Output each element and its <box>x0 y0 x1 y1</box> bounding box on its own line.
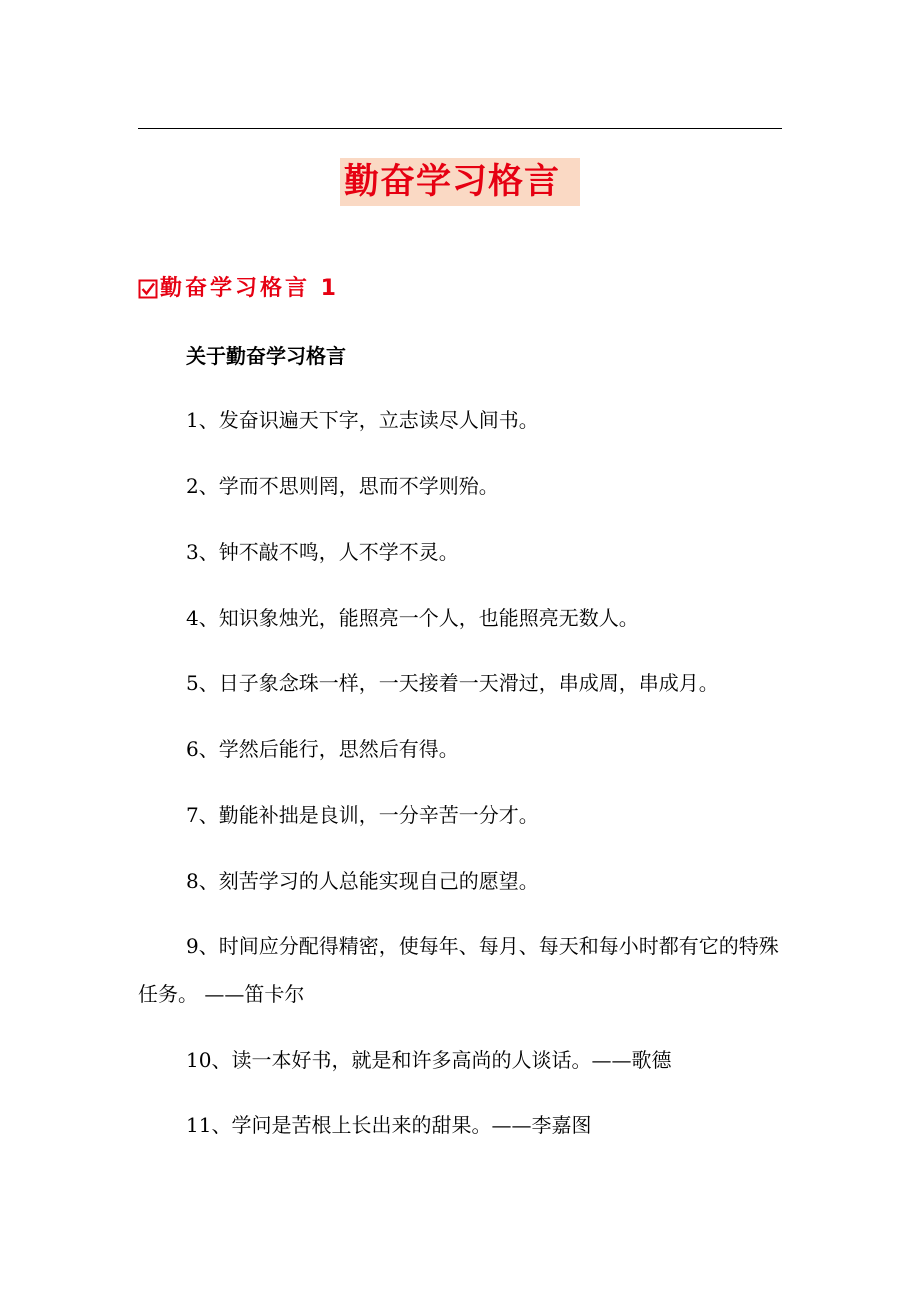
quote-item: 5、日子象念珠一样，一天接着一天滑过，串成周，串成月。 <box>186 671 719 695</box>
checkbox-checked-icon <box>138 279 158 299</box>
quote-item: 9、时间应分配得精密，使每年、每月、每天和每小时都有它的特殊任务。 ——笛卡尔 <box>138 934 779 1006</box>
subheading: 关于勤奋学习格言 <box>186 344 346 368</box>
quote-item: 11、学问是苦根上长出来的甜果。——李嘉图 <box>186 1113 592 1137</box>
section-heading <box>138 272 339 306</box>
title-container <box>0 158 920 206</box>
quote-item: 7、勤能补拙是良训，一分辛苦一分才。 <box>186 803 539 827</box>
quote-item: 6、学然后能行，思然后有得。 <box>186 737 459 761</box>
quote-item: 8、刻苦学习的人总能实现自己的愿望。 <box>186 869 539 893</box>
section-heading-text: 勤奋学习格言 1 <box>160 276 339 301</box>
quote-item: 1、发奋识遍天下字，立志读尽人间书。 <box>186 408 539 432</box>
quote-item: 3、钟不敲不鸣，人不学不灵。 <box>186 540 459 564</box>
quote-item: 2、学而不思则罔，思而不学则殆。 <box>186 474 499 498</box>
quote-item: 10、读一本好书，就是和许多高尚的人谈话。——歌德 <box>186 1048 672 1072</box>
header-rule <box>138 128 782 129</box>
document-title: 勤奋学习格言 <box>340 158 580 206</box>
quote-item: 4、知识象烛光，能照亮一个人，也能照亮无数人。 <box>186 606 639 630</box>
